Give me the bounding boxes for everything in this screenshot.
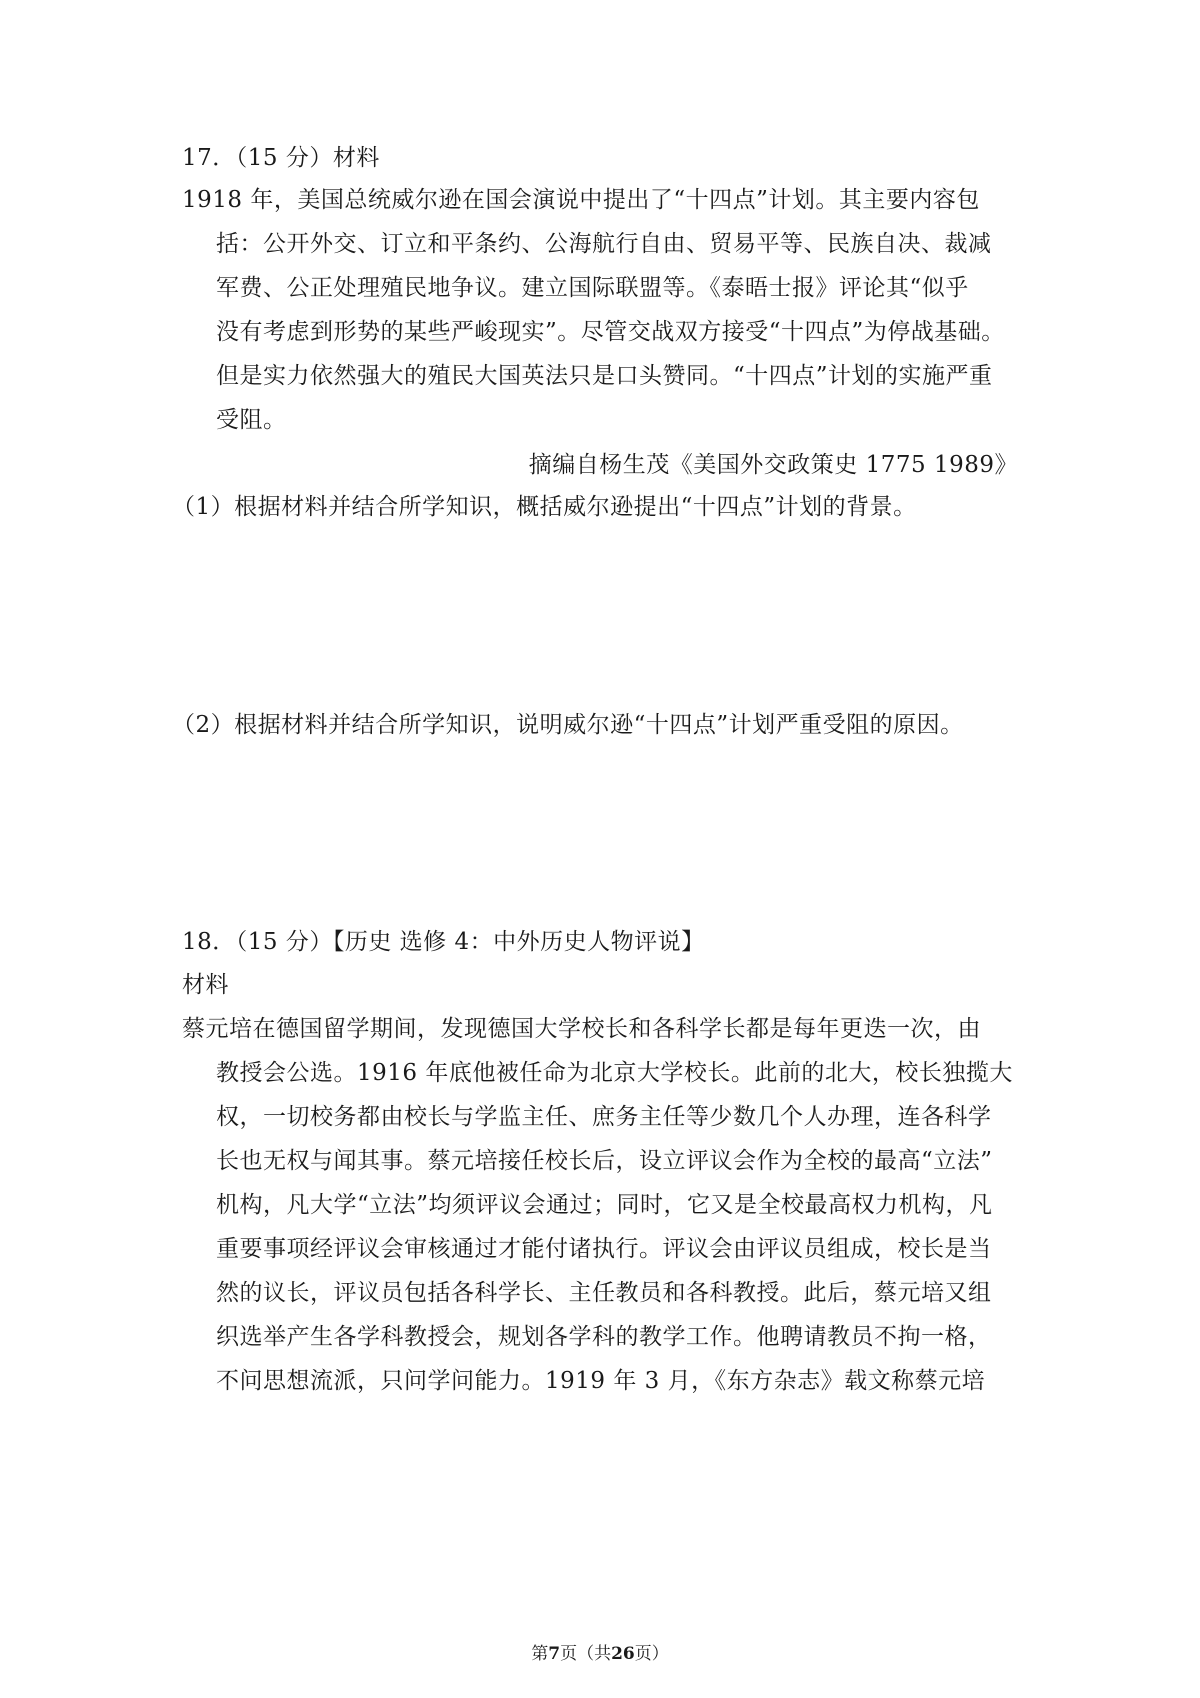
footer-suffix: 页） bbox=[634, 1644, 669, 1664]
q17-subquestion-2: （2）根据材料并结合所学知识，说明威尔逊“十四点”计划严重受阻的原因。 bbox=[172, 712, 964, 738]
q17-header: 17．（15 分）材料 bbox=[182, 145, 380, 171]
q18-material-line: 蔡元培在德国留学期间，发现德国大学校长和各科学长都是每年更迭一次，由 bbox=[182, 1016, 981, 1042]
footer-total-pages: 26 bbox=[611, 1644, 635, 1664]
footer-mid: 页（共 bbox=[560, 1644, 612, 1664]
footer-page-number: 7 bbox=[548, 1644, 561, 1664]
q18-material-line: 然的议长，评议员包括各科学长、主任教员和各科教授。此后，蔡元培又组 bbox=[216, 1280, 992, 1306]
q17-material-line: 受阻。 bbox=[216, 407, 287, 433]
q17-material-line: 没有考虑到形势的某些严峻现实”。尽管交战双方接受“十四点”为停战基础。 bbox=[216, 319, 1005, 345]
q18-header: 18．（15 分）【历史 选修 4：中外历史人物评说】 bbox=[182, 929, 705, 955]
q17-material-line: 军费、公正处理殖民地争议。建立国际联盟等。《泰晤士报》评论其“似乎 bbox=[216, 275, 969, 301]
q17-material-line: 括：公开外交、订立和平条约、公海航行自由、贸易平等、民族自决、裁减 bbox=[216, 231, 992, 257]
page-footer bbox=[0, 1643, 1200, 1665]
q18-material-line: 机构，凡大学“立法”均须评议会通过；同时，它又是全校最高权力机构，凡 bbox=[216, 1192, 993, 1218]
q18-material-line: 不问思想流派，只问学问能力。1919 年 3 月，《东方杂志》载文称蔡元培 bbox=[216, 1368, 986, 1394]
q18-material-line: 重要事项经评议会审核通过才能付诸执行。评议会由评议员组成，校长是当 bbox=[216, 1236, 992, 1262]
q17-material-line: 但是实力依然强大的殖民大国英法只是口头赞同。“十四点”计划的实施严重 bbox=[216, 363, 993, 389]
q18-material-line: 长也无权与闻其事。蔡元培接任校长后，设立评议会作为全校的最高“立法” bbox=[216, 1148, 993, 1174]
q18-material-line: 织选举产生各学科教授会，规划各学科的教学工作。他聘请教员不拘一格， bbox=[216, 1324, 992, 1350]
q17-material-line: 1918 年，美国总统威尔逊在国会演说中提出了“十四点”计划。其主要内容包 bbox=[182, 187, 980, 213]
q18-material-line: 权，一切校务都由校长与学监主任、庶务主任等少数几个人办理，连各科学 bbox=[216, 1104, 992, 1130]
q17-source-citation: 摘编自杨生茂《美国外交政策史 1775 1989》 bbox=[528, 452, 1018, 478]
footer-prefix: 第 bbox=[531, 1644, 549, 1664]
q18-material-label: 材料 bbox=[182, 972, 229, 998]
q17-subquestion-1: （1）根据材料并结合所学知识，概括威尔逊提出“十四点”计划的背景。 bbox=[172, 494, 917, 520]
q18-material-line: 教授会公选。1916 年底他被任命为北京大学校长。此前的北大，校长独揽大 bbox=[216, 1060, 1013, 1086]
